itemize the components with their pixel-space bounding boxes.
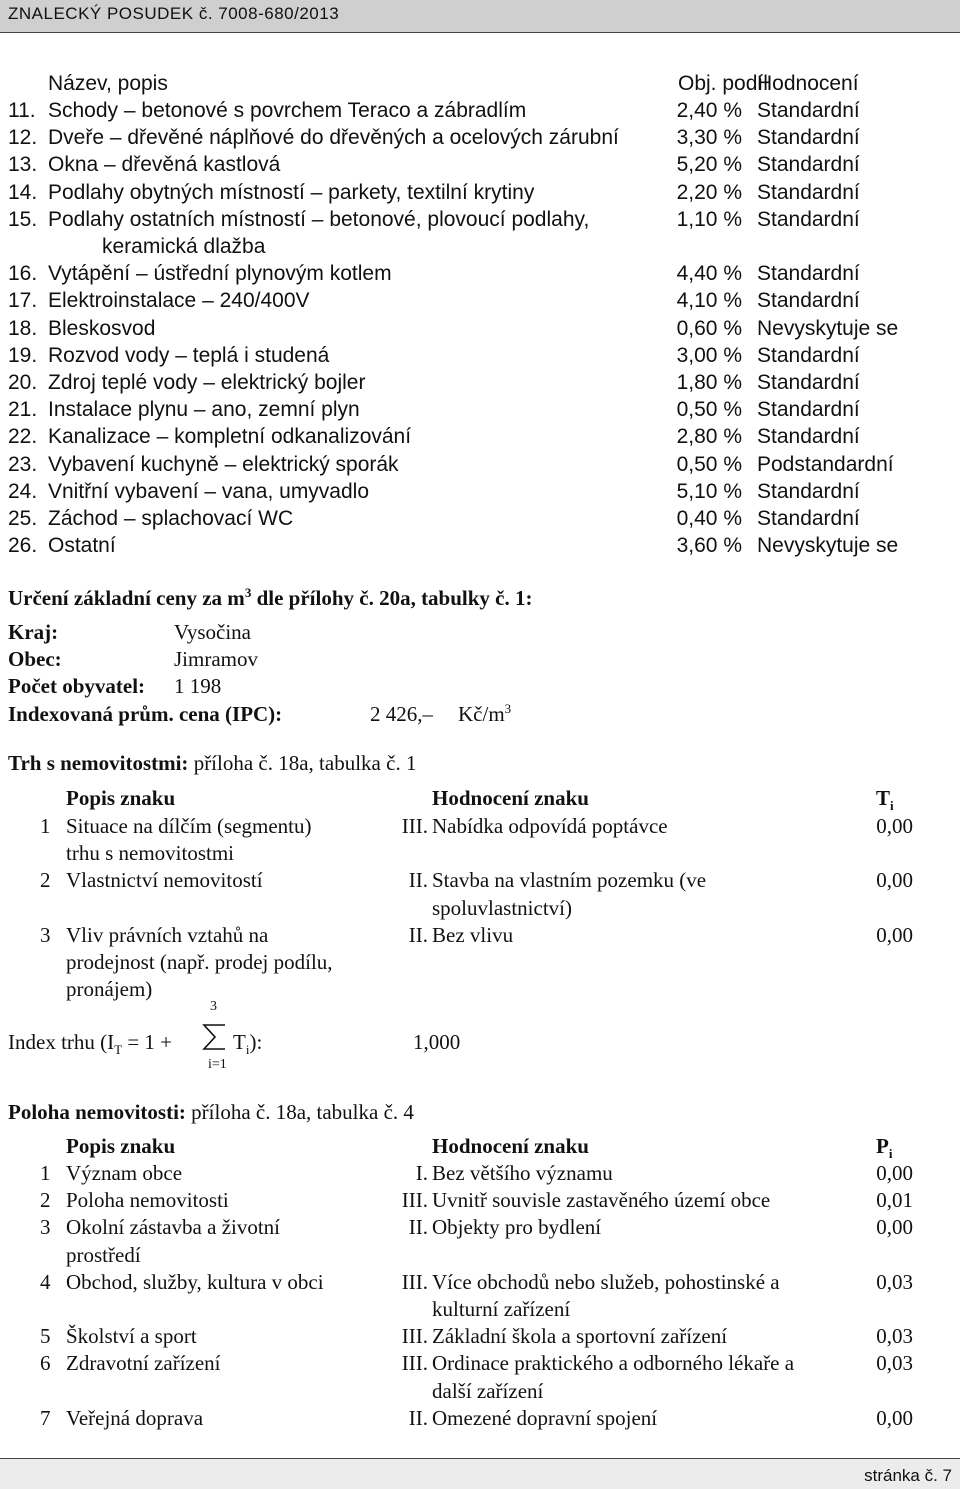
equipment-row-number: 26.	[8, 534, 38, 558]
location-row-grade: I.	[415, 1161, 428, 1185]
kraj-value: Vysočina	[174, 620, 251, 644]
location-row-grade: III.	[401, 1324, 428, 1349]
market-row-description: Vlastnictví nemovitostí	[66, 868, 263, 893]
equipment-row-number: 22.	[8, 425, 38, 449]
market-row-number: 1	[40, 814, 51, 838]
market-row-grade: II.	[408, 868, 428, 893]
location-row-number: 6	[40, 1351, 51, 1376]
equipment-row-share: 2,80 %	[676, 425, 742, 449]
location-row-grade: III.	[401, 1188, 428, 1213]
obyvatel-label: Počet obyvatel:	[8, 674, 146, 698]
equipment-row-share: 4,10 %	[676, 289, 742, 313]
location-row-grade: II.	[408, 1405, 428, 1430]
market-row-value: 0,00	[876, 814, 913, 838]
equipment-row-share: 1,80 %	[676, 371, 742, 394]
location-row-rating: Uvnitř souvisle zastavěného území obce	[432, 1188, 771, 1213]
market-row-rating: spoluvlastnictví)	[432, 895, 572, 920]
equipment-row-name: Ostatní	[48, 534, 116, 558]
equipment-row-name: Schody – betonové s povrchem Teraco a zábradlím	[48, 99, 527, 122]
page-number: stránka č. 7	[864, 1466, 952, 1485]
market-row-description: Vliv právních vztahů na	[66, 922, 269, 947]
market-row-number: 2	[40, 868, 51, 893]
location-row-description: Poloha nemovitosti	[66, 1188, 229, 1213]
market-heading: Trh s nemovitostmi: příloha č. 18a, tabulka č. 1	[8, 751, 417, 775]
equipment-row-number: 16.	[8, 262, 38, 286]
equipment-row-number: 17.	[8, 289, 38, 313]
location-row-value: 0,00	[876, 1161, 913, 1185]
location-row-value: 0,03	[876, 1351, 913, 1376]
equipment-row-name: Záchod – splachovací WC	[48, 507, 294, 530]
location-row-value: 0,01	[876, 1188, 913, 1213]
equipment-row-rating: Standardní	[757, 425, 860, 449]
equipment-row-number: 25.	[8, 507, 38, 530]
ipc-label: Indexovaná prům. cena (IPC):	[8, 702, 283, 726]
page-header	[0, 0, 960, 33]
market-row-description: pronájem)	[66, 977, 153, 1002]
equipment-row-rating: Podstandardní	[757, 452, 894, 476]
location-row-rating: Ordinace praktického a odborného lékaře a	[432, 1351, 795, 1376]
location-row-number: 1	[40, 1161, 51, 1185]
equipment-row-rating: Standardní	[757, 153, 860, 177]
equipment-row-number: 20.	[8, 371, 38, 394]
location-row-description: prostředí	[66, 1242, 141, 1267]
market-row-grade: II.	[408, 922, 428, 947]
equipment-row-rating: Standardní	[757, 126, 860, 150]
location-col-p: $P_i$	[876, 1134, 893, 1162]
location-row-rating: Omezené dopravní spojení	[432, 1405, 658, 1430]
equipment-row-name: Podlahy ostatních místností – betonové, plovoucí podlahy,	[48, 207, 590, 231]
location-row-description: Zdravotní zařízení	[66, 1351, 221, 1376]
market-row-rating: Nabídka odpovídá poptávce	[432, 814, 668, 838]
equipment-row-share: 0,40 %	[676, 507, 742, 530]
location-row-description: Okolní zástavba a životní	[66, 1215, 281, 1240]
col-header-name: Název, popis	[48, 72, 168, 95]
equipment-row-name: Dveře – dřevěné náplňové do dřevěných a ocelových zárubní	[48, 126, 619, 150]
location-col-desc: Popis znaku	[66, 1134, 176, 1158]
market-col-desc: Popis znaku	[66, 786, 176, 810]
market-row-rating: Bez vlivu	[432, 922, 514, 947]
location-row-grade: II.	[408, 1215, 428, 1240]
obec-value: Jimramov	[174, 647, 258, 671]
obec-label: Obec:	[8, 647, 62, 671]
document-title: ZNALECKÝ POSUDEK č. 7008-680/2013	[8, 4, 340, 23]
equipment-row-number: 19.	[8, 343, 38, 367]
location-row-grade: III.	[401, 1269, 428, 1294]
location-row-number: 3	[40, 1215, 51, 1240]
location-row-value: 0,03	[876, 1324, 913, 1349]
location-row-rating: kulturní zařízení	[432, 1297, 571, 1321]
market-row-grade: III.	[401, 814, 428, 838]
index-trhu-value: 1,000	[413, 1030, 461, 1054]
footer-bar	[0, 1459, 960, 1489]
index-term: $T_i$):	[233, 1030, 263, 1058]
location-row-description: Veřejná doprava	[66, 1405, 204, 1430]
location-row-value: 0,03	[876, 1269, 913, 1294]
location-row-value: 0,00	[876, 1405, 913, 1430]
equipment-row-share: 3,00 %	[676, 343, 742, 367]
location-row-number: 2	[40, 1188, 51, 1213]
location-row-rating: Základní škola a sportovní zařízení	[432, 1324, 728, 1349]
equipment-row-share: 4,40 %	[676, 262, 742, 286]
location-row-number: 5	[40, 1324, 51, 1349]
location-row-rating: Objekty pro bydlení	[432, 1215, 602, 1240]
equipment-row-rating: Standardní	[757, 343, 860, 367]
market-row-value: 0,00	[876, 922, 913, 947]
equipment-row-rating: Standardní	[757, 289, 860, 313]
equipment-row-rating: Nevyskytuje se	[757, 534, 899, 558]
equipment-row-name-continued: keramická dlažba	[102, 235, 266, 258]
equipment-row-share: 2,20 %	[676, 180, 742, 204]
equipment-row-rating: Standardní	[757, 479, 860, 503]
market-row-number: 3	[40, 922, 51, 947]
equipment-row-share: 0,60 %	[676, 316, 742, 340]
market-row-description: Situace na dílčím (segmentu)	[66, 814, 312, 838]
obyvatel-value: 1 198	[174, 674, 222, 698]
equipment-row-name: Bleskosvod	[48, 316, 156, 340]
equipment-row-number: 15.	[8, 207, 38, 231]
location-row-description: Význam obce	[66, 1161, 183, 1185]
location-row-grade: III.	[401, 1351, 428, 1376]
equipment-row-share: 2,40 %	[676, 99, 742, 122]
equipment-row-name: Kanalizace – kompletní odkanalizování	[48, 425, 412, 449]
equipment-row-rating: Standardní	[757, 207, 860, 231]
equipment-row-share: 1,10 %	[676, 207, 742, 231]
header-divider	[0, 32, 960, 33]
market-col-rating: Hodnocení znaku	[432, 786, 589, 810]
equipment-row-number: 18.	[8, 316, 38, 340]
index-trhu-label: Index trhu ($I_T = 1$ +	[8, 1030, 173, 1058]
equipment-row-rating: Standardní	[757, 180, 860, 204]
market-col-t: $T_i$	[876, 786, 894, 814]
market-row-value: 0,00	[876, 868, 913, 893]
equipment-row-name: Vybavení kuchyně – elektrický sporák	[48, 452, 399, 476]
equipment-row-number: 23.	[8, 452, 38, 476]
equipment-row-rating: Nevyskytuje se	[757, 316, 899, 340]
sum-lower-limit: i=1	[208, 1057, 227, 1072]
equipment-row-name: Zdroj teplé vody – elektrický bojler	[48, 371, 366, 394]
equipment-row-rating: Standardní	[757, 507, 860, 530]
equipment-row-share: 5,10 %	[676, 479, 742, 503]
location-heading: Poloha nemovitosti: příloha č. 18a, tabulka č. 4	[8, 1100, 414, 1124]
location-col-rating: Hodnocení znaku	[432, 1134, 589, 1158]
equipment-row-name: Okna – dřevěná kastlová	[48, 153, 281, 177]
ipc-unit: $Kč/m^3$	[458, 701, 512, 726]
equipment-row-number: 24.	[8, 479, 38, 503]
equipment-row-share: 5,20 %	[676, 153, 742, 177]
equipment-row-share: 3,60 %	[676, 534, 742, 558]
equipment-row-number: 21.	[8, 398, 38, 422]
equipment-row-name: Vytápění – ústřední plynovým kotlem	[48, 262, 392, 286]
equipment-row-name: Vnitřní vybavení – vana, umyvadlo	[48, 479, 370, 503]
kraj-label: Kraj:	[8, 620, 59, 644]
location-row-rating: další zařízení	[432, 1378, 544, 1403]
location-row-rating: Bez většího významu	[432, 1161, 613, 1185]
location-row-description: Školství a sport	[66, 1324, 197, 1349]
base-price-heading: Určení základní ceny za $m^3$ dle přílohy č. 20a, tabulky č. 1:	[8, 585, 533, 610]
equipment-row-number: 13.	[8, 153, 38, 177]
sum-upper-limit: 3	[210, 999, 217, 1014]
equipment-row-rating: Standardní	[757, 262, 860, 286]
equipment-row-share: 0,50 %	[676, 452, 742, 476]
col-header-rating: Hodnocení	[757, 72, 859, 95]
sum-sigma-icon	[201, 1022, 227, 1052]
location-row-value: 0,00	[876, 1215, 913, 1240]
equipment-row-number: 14.	[8, 180, 38, 204]
equipment-row-number: 11.	[8, 99, 36, 122]
equipment-row-name: Elektroinstalace – 240/400V	[48, 289, 310, 313]
equipment-row-name: Instalace plynu – ano, zemní plyn	[48, 398, 360, 422]
equipment-row-name: Rozvod vody – teplá i studená	[48, 343, 330, 367]
location-row-number: 7	[40, 1405, 51, 1430]
equipment-row-rating: Standardní	[757, 371, 860, 394]
equipment-row-share: 3,30 %	[676, 126, 742, 150]
market-row-description: trhu s nemovitostmi	[66, 841, 234, 866]
market-row-description: prodejnost (např. prodej podílu,	[66, 950, 333, 974]
equipment-row-number: 12.	[8, 126, 38, 150]
location-row-description: Obchod, služby, kultura v obci	[66, 1269, 324, 1294]
equipment-row-rating: Standardní	[757, 398, 860, 422]
location-row-number: 4	[40, 1269, 51, 1294]
market-row-rating: Stavba na vlastním pozemku (ve	[432, 868, 707, 893]
equipment-row-name: Podlahy obytných místností – parkety, textilní krytiny	[48, 180, 535, 204]
location-row-rating: Více obchodů nebo služeb, pohostinské a	[432, 1269, 780, 1294]
equipment-row-rating: Standardní	[757, 99, 860, 122]
col-header-share: Obj. podíl	[678, 72, 768, 95]
equipment-row-share: 0,50 %	[676, 398, 742, 422]
ipc-value: 2 426,–	[370, 702, 433, 726]
